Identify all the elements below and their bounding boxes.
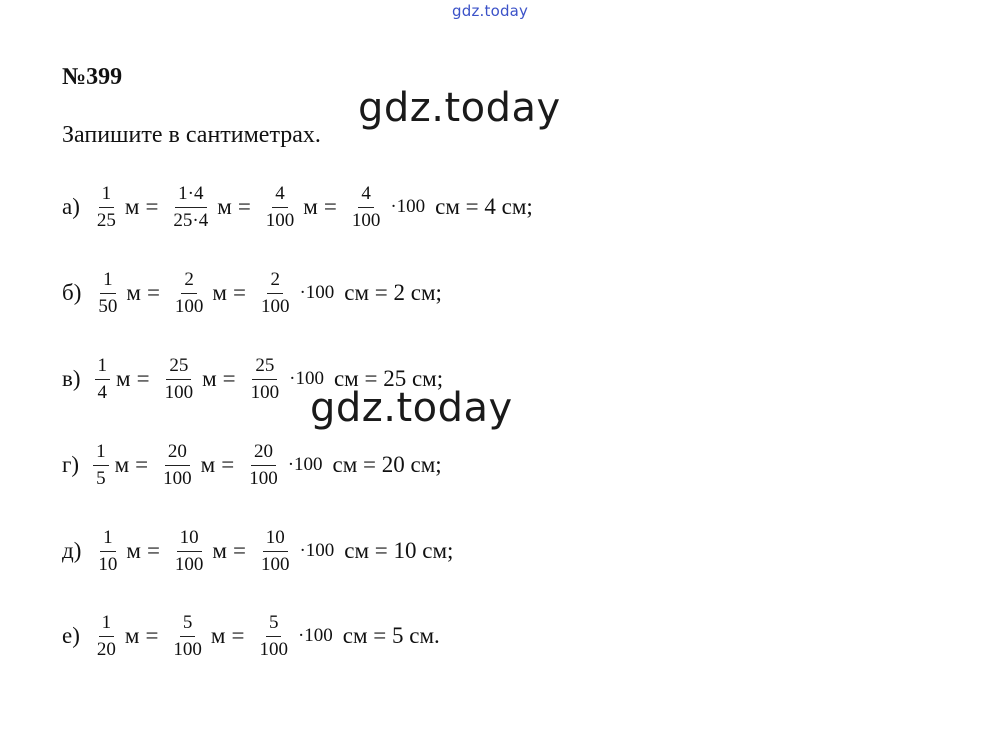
watermark-middle: gdz.today	[310, 385, 513, 431]
multiplier: ·100	[299, 540, 335, 561]
solution-row-g: г) $\frac{1}{5}$ м = $\frac{20}{100}$ м = $\frac{20}{100}$ ·100 см = 20 см;	[62, 440, 442, 489]
solution-row-a: а) $\frac{1}{25}$ м = $\frac{1\cdot 4}{25\cdot 4}$ м = $\frac{4}{100}$ м = $\frac{4}{100}$ ·100 см = 4 см;	[62, 182, 533, 231]
unit: м	[114, 452, 130, 477]
unit: м	[210, 623, 226, 648]
row-letter: в)	[62, 366, 81, 391]
fraction: $\frac{4}{100}$	[351, 182, 381, 231]
result: см = 4 см;	[435, 194, 533, 219]
unit: м	[217, 194, 232, 219]
multiplier: ·100	[297, 625, 333, 646]
fraction: $\frac{2}{100}$	[260, 268, 290, 317]
watermark-top: gdz.today	[358, 85, 561, 131]
result: см = 10 см;	[344, 538, 454, 563]
fraction: $\frac{25}{100}$	[250, 354, 280, 403]
multiplier: ·100	[390, 196, 426, 217]
fraction: $\frac{1}{10}$	[98, 526, 118, 575]
task-number: №399	[62, 64, 123, 90]
fraction: $\frac{1}{50}$	[98, 268, 118, 317]
site-tag: gdz.today	[452, 2, 529, 20]
unit: м	[124, 623, 140, 648]
fraction: $\frac{1\cdot 4}{25\cdot 4}$	[173, 182, 209, 231]
unit: м	[126, 538, 141, 563]
multiplier: ·100	[299, 282, 335, 303]
unit: м	[126, 280, 141, 305]
result: см = 5 см.	[342, 623, 440, 648]
solution-row-e: е) $\frac{1}{20}$ м = $\frac{5}{100}$ м = $\frac{5}{100}$ ·100 см = 5 см.	[62, 611, 440, 660]
solution-row-d: д) $\frac{1}{10}$ м = $\frac{10}{100}$ м = $\frac{10}{100}$ ·100 см = 10 см;	[62, 526, 454, 575]
result: см = 2 см;	[344, 280, 442, 305]
fraction: $\frac{10}{100}$	[260, 526, 290, 575]
row-letter: а)	[62, 194, 80, 219]
fraction: $\frac{5}{100}$	[259, 611, 288, 660]
unit: м	[303, 194, 318, 219]
multiplier: ·100	[287, 454, 323, 475]
row-letter: д)	[62, 538, 82, 563]
solution-row-b: б) $\frac{1}{50}$ м = $\frac{2}{100}$ м = $\frac{2}{100}$ ·100 см = 2 см;	[62, 268, 442, 317]
fraction: $\frac{20}{100}$	[249, 440, 278, 489]
fraction: $\frac{10}{100}$	[174, 526, 204, 575]
fraction: $\frac{1}{25}$	[96, 182, 116, 231]
multiplier: ·100	[289, 368, 324, 389]
fraction: $\frac{4}{100}$	[265, 182, 295, 231]
solution-row-v: в) $\frac{1}{4}$ м = $\frac{25}{100}$ м = $\frac{25}{100}$ ·100 см = 25 см;	[62, 354, 444, 403]
unit: м	[212, 280, 227, 305]
unit: м	[212, 538, 227, 563]
fraction: $\frac{1}{5}$	[93, 441, 109, 490]
unit: м	[200, 452, 216, 477]
fraction: $\frac{1}{20}$	[96, 611, 116, 660]
row-letter: г)	[62, 452, 80, 477]
unit: м	[124, 194, 140, 219]
unit: м	[202, 366, 217, 391]
fraction: $\frac{5}{100}$	[173, 611, 202, 660]
result: см = 25 см;	[333, 366, 444, 391]
row-letter: б)	[62, 280, 82, 305]
instruction: Запишите в сантиметрах.	[62, 122, 321, 148]
fraction: $\frac{25}{100}$	[164, 354, 194, 403]
result: см = 20 см;	[332, 452, 442, 477]
fraction: $\frac{1}{4}$	[95, 355, 111, 404]
unit: м	[116, 366, 131, 391]
fraction: $\frac{20}{100}$	[163, 440, 192, 489]
row-letter: е)	[62, 623, 80, 648]
fraction: $\frac{2}{100}$	[174, 268, 204, 317]
